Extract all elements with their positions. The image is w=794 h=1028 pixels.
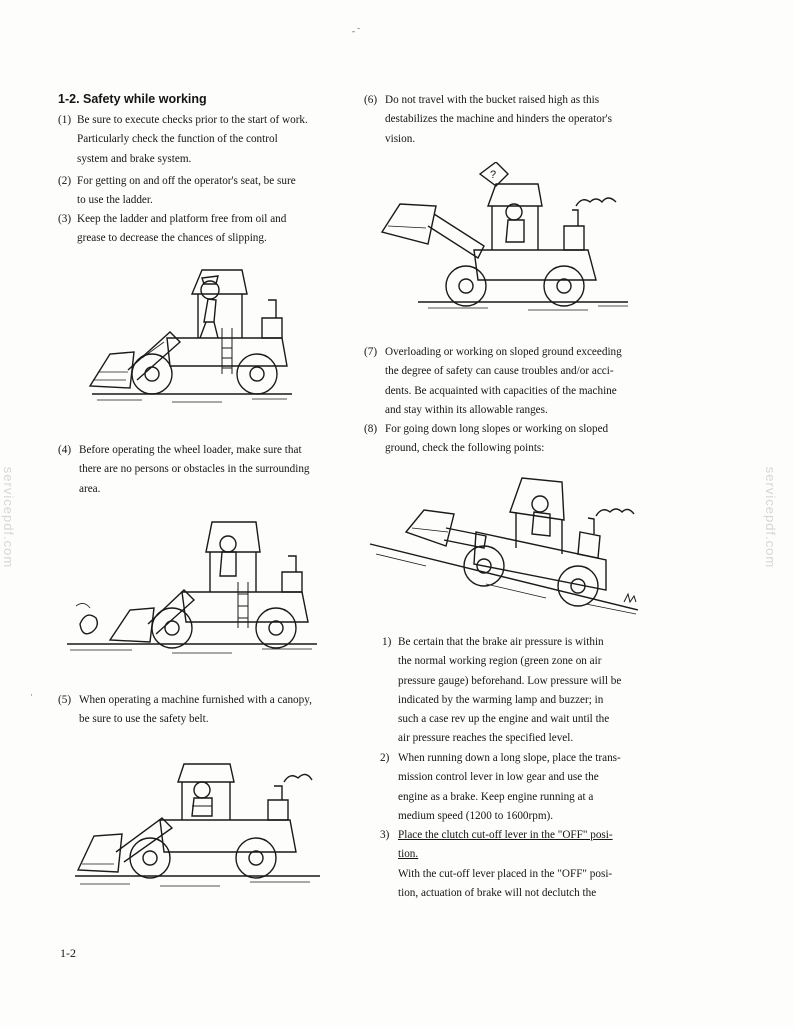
- item-text: vision.: [385, 132, 416, 145]
- item-number: (3): [58, 213, 72, 225]
- item-text: tion, actuation of brake will not declutch the: [398, 887, 597, 900]
- bucket-raised-high-icon: [378, 162, 640, 314]
- item-text: to use the ladder.: [77, 194, 153, 207]
- item-text: destabilizes the machine and hinders the operator's: [385, 113, 612, 126]
- item-text: Before operating the wheel loader, make sure that: [79, 444, 302, 456]
- item-number: (1): [58, 114, 72, 126]
- watermark-left: servicepdf.com: [1, 466, 17, 569]
- item-text: Particularly check the function of the control: [77, 133, 278, 146]
- item-text: ground, check the following points:: [385, 442, 545, 455]
- item-text: pressure gauge) beforehand. Low pressure will be: [398, 674, 622, 687]
- item-number: (2): [58, 175, 72, 187]
- item-text: the degree of safety can cause troubles and/or acci-: [385, 365, 614, 378]
- item-text: system and brake system.: [77, 152, 192, 165]
- loader-on-slope-icon: [366, 462, 658, 617]
- item-number: (7): [364, 346, 378, 358]
- item-number: 1): [382, 636, 392, 648]
- watermark-right: servicepdf.com: [763, 466, 779, 569]
- item-text: tion.: [398, 848, 419, 861]
- item-text: With the cut-off lever placed in the "OFF" posi-: [398, 868, 613, 880]
- item-text: there are no persons or obstacles in the surrounding: [79, 463, 310, 476]
- list-item: [380, 826, 613, 865]
- continuation-paragraph: [398, 865, 612, 904]
- item-text: area.: [79, 482, 101, 495]
- item-text: engine as a brake. Keep engine running at a: [398, 790, 594, 803]
- item-number: 2): [380, 752, 390, 764]
- item-text: mission control lever in low gear and use the: [398, 771, 599, 784]
- list-item: [58, 691, 312, 730]
- item-number: 3): [380, 829, 390, 841]
- item-text: Keep the ladder and platform free from oil and: [77, 213, 287, 225]
- item-text: Do not travel with the bucket raised high as this: [385, 94, 600, 106]
- item-number: (5): [58, 694, 72, 706]
- stray-mark: ·: [30, 690, 33, 700]
- item-number: (6): [364, 94, 378, 106]
- item-text: Place the clutch cut-off lever in the "OFF" posi-: [398, 829, 613, 841]
- svg-text:?: ?: [490, 169, 497, 181]
- page-number: 1-2: [60, 946, 76, 960]
- item-text: Overloading or working on sloped ground exceeding: [385, 346, 622, 358]
- stray-mark: ‑ ˉ: [352, 26, 361, 36]
- operator-climbing-ladder-icon: [82, 262, 312, 412]
- list-item: [364, 343, 622, 420]
- item-text: and stay within its allowable ranges.: [385, 403, 548, 416]
- item-text: Be sure to execute checks prior to the start of work.: [77, 114, 308, 126]
- item-text: the normal working region (green zone on air: [398, 655, 602, 668]
- operator-checking-surroundings-icon: [62, 516, 324, 658]
- item-text: indicated by the warming lamp and buzzer; in: [398, 693, 604, 706]
- list-item: [58, 111, 308, 169]
- operator-with-safety-belt-icon: [70, 760, 332, 890]
- list-item: [58, 210, 286, 249]
- item-text: grease to decrease the chances of slipping.: [77, 232, 267, 245]
- list-item: [58, 441, 310, 499]
- list-item: [364, 420, 608, 459]
- item-text: medium speed (1200 to 1600rpm).: [398, 809, 554, 822]
- item-number: (8): [364, 423, 378, 435]
- list-item: [364, 91, 612, 149]
- item-text: dents. Be acquainted with capacities of the machine: [385, 384, 617, 397]
- item-text: Be certain that the brake air pressure is within: [398, 636, 604, 648]
- list-item: [380, 749, 621, 826]
- item-number: (4): [58, 444, 72, 456]
- list-item: [58, 172, 296, 211]
- item-text: be sure to use the safety belt.: [79, 713, 209, 726]
- item-text: such a case rev up the engine and wait until the: [398, 713, 610, 726]
- item-text: When operating a machine furnished with a canopy,: [79, 694, 312, 706]
- item-text: For getting on and off the operator's seat, be sure: [77, 175, 296, 187]
- item-text: When running down a long slope, place the trans-: [398, 752, 621, 764]
- list-item: [382, 633, 621, 749]
- item-text: For going down long slopes or working on sloped: [385, 423, 609, 435]
- item-text: air pressure reaches the specified level.: [398, 732, 574, 745]
- section-heading: 1-2. Safety while working: [58, 92, 207, 106]
